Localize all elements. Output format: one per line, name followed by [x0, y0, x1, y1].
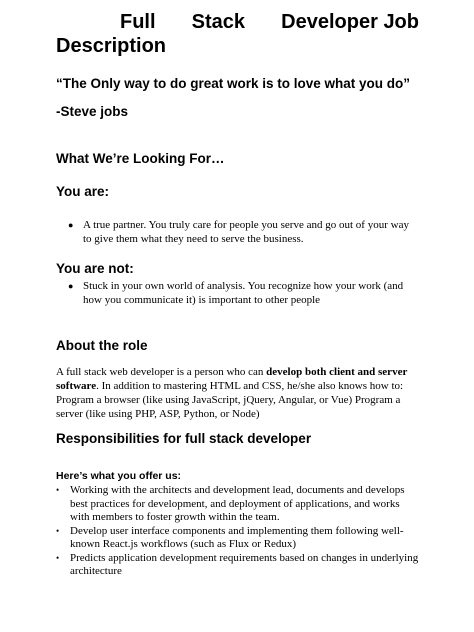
about-role-heading: About the role: [56, 338, 148, 353]
responsibilities-heading: Responsibilities for full stack developer: [56, 431, 312, 446]
list-item-text: Working with the architects and development lead, documents and develops best practices for development, and deployment of applications, and works with members to foster growth within the team.: [70, 484, 405, 523]
about-text-start: A full stack web developer is a person who can: [56, 366, 267, 378]
list-item-text: A true partner. You truly care for people you serve and go out of your way to give them what they need to serve the business.: [83, 219, 409, 245]
bullet-icon: •: [56, 485, 60, 495]
about-text-bold: develop both client and server software: [56, 366, 408, 392]
title-word-stack: Stack: [191, 11, 246, 33]
title-word-full: Full: [120, 11, 156, 33]
responsibilities-list: [56, 484, 419, 579]
bullet-icon: ●: [68, 220, 74, 230]
list-item: [56, 218, 419, 246]
list-item: [56, 279, 419, 307]
list-item: [56, 552, 419, 579]
you-are-heading: You are:: [56, 184, 110, 199]
you-are-not-list: [56, 279, 419, 307]
quote: “The Only way to do great work is to love what you do”: [56, 76, 411, 91]
looking-for-heading: What We’re Looking For…: [56, 151, 225, 166]
list-item-text: Predicts application development requirements based on changes in underlying architecture: [70, 551, 419, 577]
list-item-text: Develop user interface components and implementing them following well-known React.js workflows (such as Flux or Redux): [70, 524, 404, 550]
quote-author: -Steve jobs: [56, 104, 129, 119]
list-item: [56, 484, 419, 525]
about-role-paragraph: [56, 365, 419, 421]
bullet-icon: •: [56, 552, 60, 563]
title-line-2: Description: [56, 35, 167, 57]
title-line-1: [56, 10, 419, 34]
offer-subheading: Here’s what you offer us:: [56, 470, 182, 482]
you-are-list: [56, 218, 419, 246]
about-text-end: . In addition to mastering HTML and CSS, he/she also knows how to: Program a browser (like using JavaScript, jQuery, Angular, or Vue) Program a server (like using PHP, ASP, Python, or Node): [56, 380, 404, 420]
bullet-icon: •: [56, 525, 60, 536]
list-item-text: Stuck in your own world of analysis. You recognize how your work (and how you communicate it) is important to other people: [83, 280, 404, 306]
bullet-icon: ●: [68, 281, 74, 291]
title-word-developer-job: Developer Job: [281, 11, 419, 33]
you-are-not-heading: You are not:: [56, 261, 134, 276]
document-title: [56, 10, 419, 58]
list-item: [56, 525, 419, 552]
